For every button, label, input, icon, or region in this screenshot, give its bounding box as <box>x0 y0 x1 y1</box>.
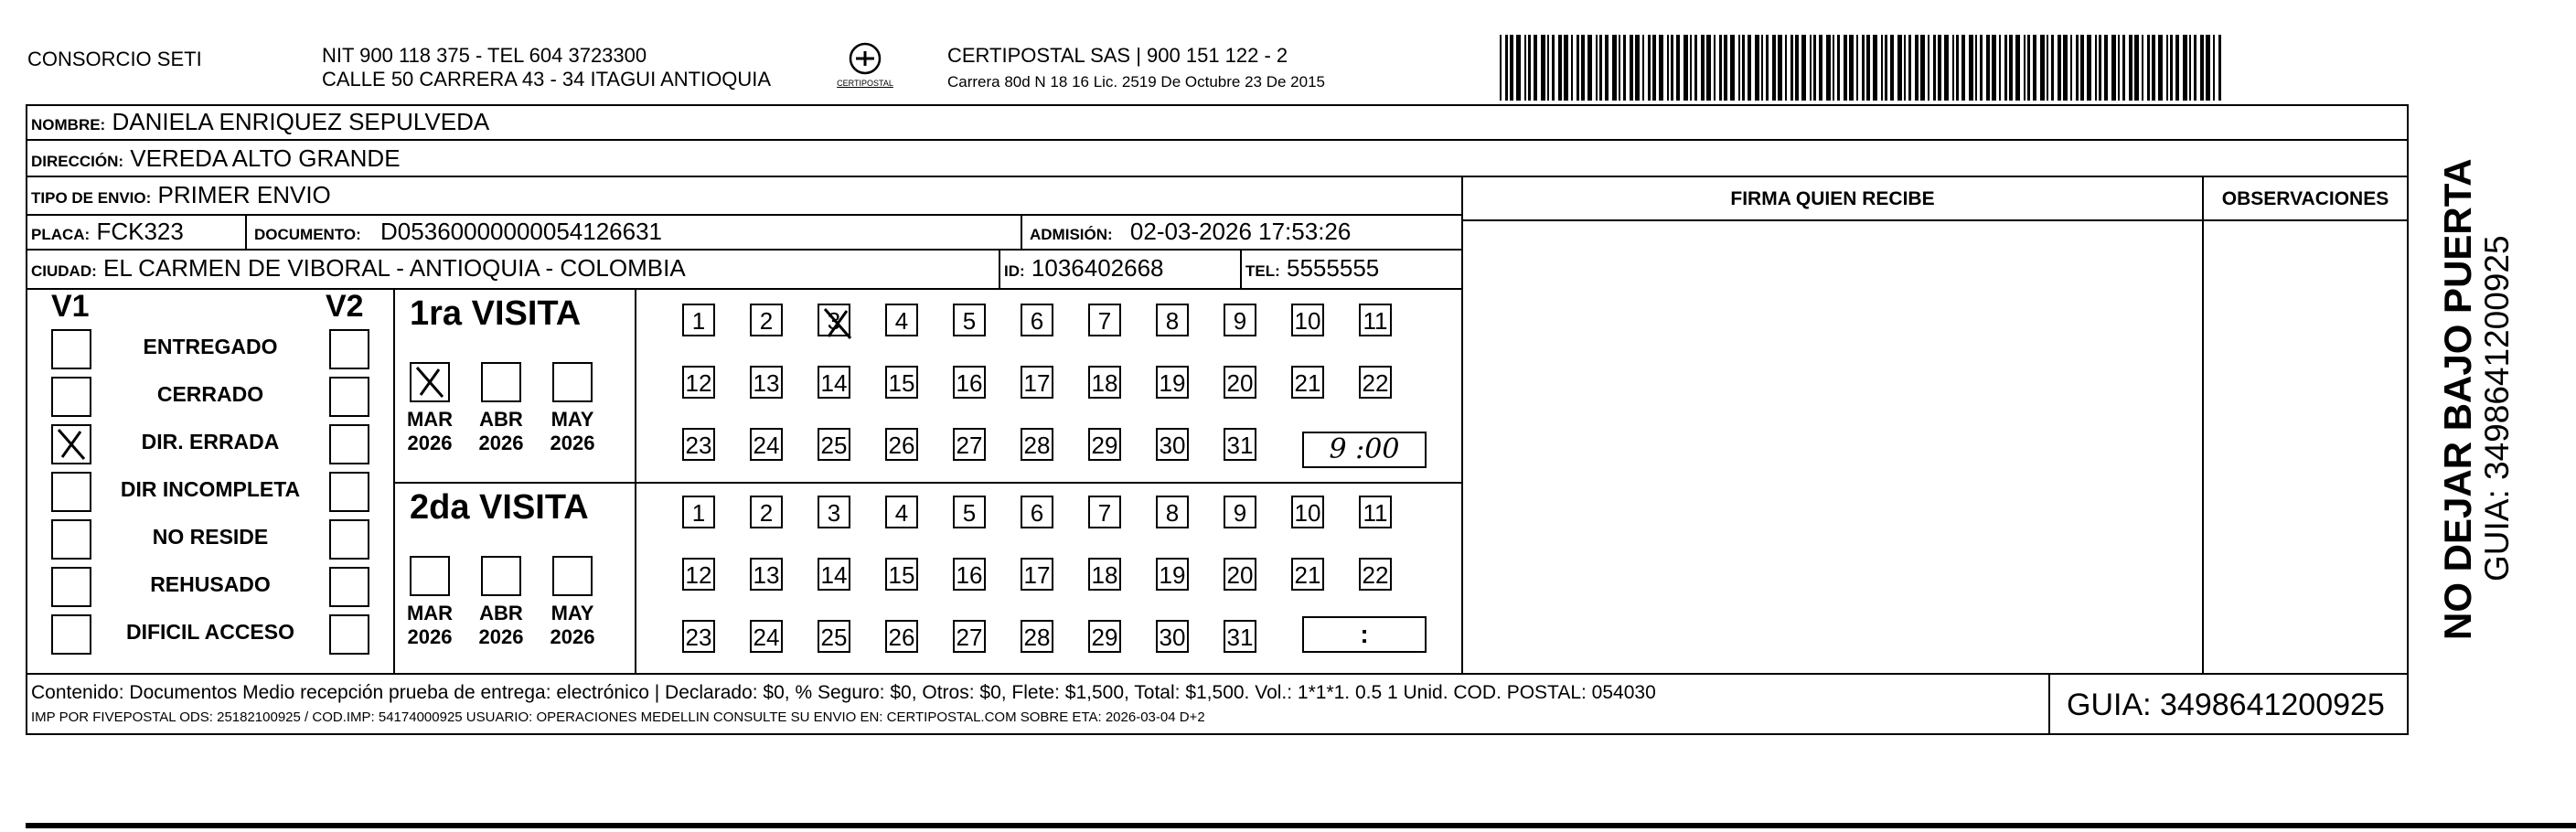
certipostal-line: CERTIPOSTAL SAS | 900 151 122 - 2 <box>947 44 1288 67</box>
v1-checkbox[interactable] <box>51 614 91 655</box>
admission-cell <box>1030 218 1351 246</box>
document-value: D05360000000054126631 <box>380 218 663 245</box>
v2-checkbox[interactable] <box>329 614 369 655</box>
plate-cell <box>31 218 184 246</box>
month-name: MAR <box>406 408 454 431</box>
day-box-29[interactable]: 29 <box>1088 620 1121 653</box>
month-name: MAR <box>406 602 454 624</box>
month-name: ABR <box>479 408 523 431</box>
day-box-26[interactable]: 26 <box>885 428 918 461</box>
v1-checkbox[interactable] <box>51 377 91 417</box>
day-box-1[interactable]: 1 <box>682 496 715 528</box>
side-guia: GUIA: 3498641200925 <box>2478 235 2516 581</box>
v2-checkbox[interactable] <box>329 424 369 464</box>
v2-checkbox[interactable] <box>329 377 369 417</box>
name-label: NOMBRE: <box>31 116 106 133</box>
day-box-24[interactable]: 24 <box>750 620 783 653</box>
month-year: 2026 <box>407 432 453 454</box>
id-cell <box>1004 254 1164 283</box>
day-box-9[interactable]: 9 <box>1224 496 1256 528</box>
day-box-23[interactable]: 23 <box>682 620 715 653</box>
day-box-13[interactable]: 13 <box>750 558 783 591</box>
v2-checkbox[interactable] <box>329 329 369 369</box>
day-box-12[interactable]: 12 <box>682 366 715 399</box>
day-box-13[interactable]: 13 <box>750 366 783 399</box>
v2-checkbox[interactable] <box>329 472 369 512</box>
month-label <box>402 602 457 649</box>
day-box-21[interactable]: 21 <box>1291 366 1324 399</box>
x-mark-icon <box>819 305 856 342</box>
month-name: MAY <box>550 602 594 624</box>
day-box-19[interactable]: 19 <box>1156 558 1189 591</box>
visit1-time: 9 :00 <box>1329 433 1400 465</box>
v1-checkbox[interactable] <box>51 472 91 512</box>
visit2-time-box[interactable] <box>1302 616 1427 653</box>
month-label <box>474 408 529 455</box>
day-box-9[interactable]: 9 <box>1224 304 1256 336</box>
license-line: Carrera 80d N 18 16 Lic. 2519 De Octubre 23 De 2015 <box>947 73 1325 91</box>
month-label <box>474 602 529 649</box>
address-label: DIRECCIÓN: <box>31 153 124 170</box>
day-box-18[interactable]: 18 <box>1088 366 1121 399</box>
day-box-26[interactable]: 26 <box>885 620 918 653</box>
day-box-16[interactable]: 16 <box>953 558 986 591</box>
month-label <box>545 602 600 649</box>
reason-label: DIFICIL ACCESO <box>125 620 294 644</box>
x-mark-icon <box>53 426 90 463</box>
month-name: ABR <box>479 602 523 624</box>
day-box-2[interactable]: 2 <box>750 496 783 528</box>
visit1-time-box[interactable] <box>1302 432 1427 468</box>
x-mark-icon <box>412 364 448 400</box>
guia-box: GUIA: 3498641200925 <box>2067 688 2385 722</box>
logo-text: CERTIPOSTAL <box>837 79 893 88</box>
month-checkbox-mar[interactable] <box>410 556 450 596</box>
reason-label: CERRADO <box>156 382 264 406</box>
signature-area[interactable] <box>1465 221 2200 671</box>
day-box-16[interactable]: 16 <box>953 366 986 399</box>
day-box-27[interactable]: 27 <box>953 620 986 653</box>
day-box-27[interactable]: 27 <box>953 428 986 461</box>
v1-checkbox[interactable] <box>51 519 91 560</box>
day-box-7[interactable]: 7 <box>1088 496 1121 528</box>
day-box-24[interactable]: 24 <box>750 428 783 461</box>
admission-label: ADMISIÓN: <box>1030 226 1113 243</box>
day-box-23[interactable]: 23 <box>682 428 715 461</box>
day-box-5[interactable]: 5 <box>953 304 986 336</box>
day-box-31[interactable]: 31 <box>1224 620 1256 653</box>
visit2-time: : <box>1360 620 1369 648</box>
observations-header: OBSERVACIONES <box>2221 188 2389 209</box>
recipient-name: DANIELA ENRIQUEZ SEPULVEDA <box>112 108 490 135</box>
month-year: 2026 <box>407 625 453 648</box>
day-box-14[interactable]: 14 <box>818 366 850 399</box>
visit2-title: 2da VISITA <box>410 488 589 527</box>
day-box-8[interactable]: 8 <box>1156 304 1189 336</box>
month-checkbox-abr[interactable] <box>481 556 521 596</box>
city-cell <box>31 254 686 283</box>
v1-checkbox[interactable] <box>51 567 91 607</box>
day-box-8[interactable]: 8 <box>1156 496 1189 528</box>
day-box-25[interactable]: 25 <box>818 428 850 461</box>
shipping-row <box>31 181 331 209</box>
bottom-rule <box>26 823 2576 828</box>
imp-line: IMP POR FIVEPOSTAL ODS: 25182100925 / COD.IMP: 54174000925 USUARIO: OPERACIONES MEDELLIN CONSULTE SU ENVIO EN: CERTIPOSTAL.COM SOBRE ETA: 2026-03-04 D+2 <box>31 709 1205 725</box>
city-label: CIUDAD: <box>31 262 97 280</box>
shipping-label: TIPO DE ENVIO: <box>31 189 152 207</box>
side-warning: NO DEJAR BAJO PUERTA <box>2436 158 2479 640</box>
day-box-28[interactable]: 28 <box>1021 620 1053 653</box>
day-box-28[interactable]: 28 <box>1021 428 1053 461</box>
month-name: MAY <box>550 408 594 431</box>
v1-label: V1 <box>51 289 90 324</box>
id-label: ID: <box>1004 262 1025 280</box>
admission-value: 02-03-2026 17:53:26 <box>1129 218 1352 245</box>
company-name: CONSORCIO SETI <box>27 48 202 70</box>
tel-label: TEL: <box>1245 262 1280 280</box>
month-label <box>402 408 457 455</box>
day-box-20[interactable]: 20 <box>1224 366 1256 399</box>
day-box-3[interactable]: 3 <box>818 496 850 528</box>
plate-label: PLACA: <box>31 226 91 243</box>
reason-label: NO RESIDE <box>152 525 269 549</box>
day-box-11[interactable]: 11 <box>1359 304 1392 336</box>
name-row <box>31 108 489 136</box>
month-year: 2026 <box>478 625 524 648</box>
address-row <box>31 144 401 173</box>
day-box-25[interactable]: 25 <box>818 620 850 653</box>
month-checkbox-abr[interactable] <box>481 362 521 402</box>
certipostal-logo <box>830 40 900 97</box>
reason-label: REHUSADO <box>150 572 271 596</box>
content-line: Contenido: Documentos Medio recepción prueba de entrega: electrónico | Declarado: $0, % Seguro: $0, Otros: $0, Flete: $1,500, Total: $1,500. Vol.: 1*1*1. 0.5 1 Unid. COD. POSTAL: 054030 <box>31 682 1656 703</box>
day-box-15[interactable]: 15 <box>885 366 918 399</box>
day-box-7[interactable]: 7 <box>1088 304 1121 336</box>
month-checkbox-mar[interactable] <box>410 362 450 402</box>
day-box-22[interactable]: 22 <box>1359 366 1392 399</box>
signature-header: FIRMA QUIEN RECIBE <box>1730 188 1935 209</box>
day-box-18[interactable]: 18 <box>1088 558 1121 591</box>
nit-line: NIT 900 118 375 - TEL 604 3723300 <box>322 44 647 67</box>
day-box-21[interactable]: 21 <box>1291 558 1324 591</box>
month-year: 2026 <box>478 432 524 454</box>
day-box-1[interactable]: 1 <box>682 304 715 336</box>
reason-label: DIR. ERRADA <box>141 430 280 453</box>
month-checkbox-may[interactable] <box>552 556 593 596</box>
v2-checkbox[interactable] <box>329 567 369 607</box>
day-box-10[interactable]: 10 <box>1291 496 1324 528</box>
reason-label: ENTREGADO <box>143 335 278 358</box>
day-box-6[interactable]: 6 <box>1021 496 1053 528</box>
day-box-30[interactable]: 30 <box>1156 428 1189 461</box>
day-box-10[interactable]: 10 <box>1291 304 1324 336</box>
day-box-11[interactable]: 11 <box>1359 496 1392 528</box>
v2-checkbox[interactable] <box>329 519 369 560</box>
tel-value: 5555555 <box>1287 254 1380 282</box>
document-label: DOCUMENTO: <box>254 226 361 243</box>
day-box-17[interactable]: 17 <box>1021 558 1053 591</box>
month-year: 2026 <box>550 625 595 648</box>
month-checkbox-may[interactable] <box>552 362 593 402</box>
month-year: 2026 <box>550 432 595 454</box>
day-box-15[interactable]: 15 <box>885 558 918 591</box>
day-box-20[interactable]: 20 <box>1224 558 1256 591</box>
v2-label: V2 <box>326 289 364 324</box>
day-box-5[interactable]: 5 <box>953 496 986 528</box>
day-box-17[interactable]: 17 <box>1021 366 1053 399</box>
day-box-6[interactable]: 6 <box>1021 304 1053 336</box>
day-box-29[interactable]: 29 <box>1088 428 1121 461</box>
barcode <box>1500 35 2231 101</box>
city-value: EL CARMEN DE VIBORAL - ANTIOQUIA - COLOMBIA <box>103 254 686 282</box>
v1-checkbox[interactable] <box>51 424 91 464</box>
day-box-22[interactable]: 22 <box>1359 558 1392 591</box>
v1-checkbox[interactable] <box>51 329 91 369</box>
document-cell <box>254 218 662 246</box>
day-box-3[interactable]: 3 <box>818 304 850 336</box>
day-box-4[interactable]: 4 <box>885 496 918 528</box>
day-box-31[interactable]: 31 <box>1224 428 1256 461</box>
reason-label: DIR INCOMPLETA <box>120 477 301 501</box>
month-label <box>545 408 600 455</box>
id-value: 1036402668 <box>1031 254 1164 282</box>
day-box-14[interactable]: 14 <box>818 558 850 591</box>
tel-cell <box>1245 254 1379 283</box>
day-box-12[interactable]: 12 <box>682 558 715 591</box>
visit1-title: 1ra VISITA <box>410 294 582 333</box>
day-box-19[interactable]: 19 <box>1156 366 1189 399</box>
day-box-4[interactable]: 4 <box>885 304 918 336</box>
day-box-2[interactable]: 2 <box>750 304 783 336</box>
shipping-type: PRIMER ENVIO <box>157 181 331 208</box>
day-box-30[interactable]: 30 <box>1156 620 1189 653</box>
recipient-address: VEREDA ALTO GRANDE <box>130 144 401 172</box>
plate-value: FCK323 <box>96 218 184 245</box>
observations-area[interactable] <box>2206 221 2405 671</box>
address-line: CALLE 50 CARRERA 43 - 34 ITAGUI ANTIOQUIA <box>322 68 772 91</box>
